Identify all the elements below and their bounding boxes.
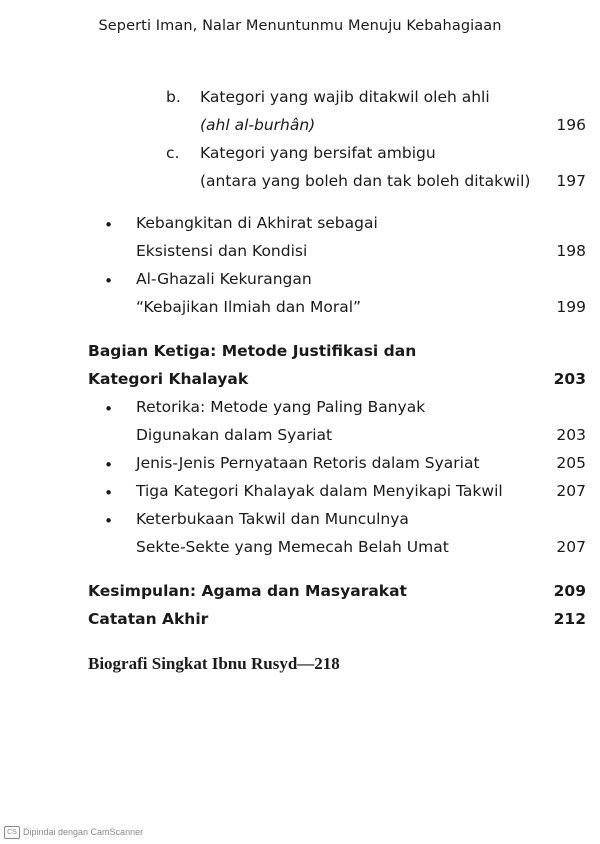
toc-entry-jenis: Jenis-Jenis Pernyataan Retoris dalam Syariat	[136, 454, 480, 472]
toc-page-retorika: 203	[556, 426, 586, 444]
toc-entry-keterbukaan-line2: Sekte-Sekte yang Memecah Belah Umat	[136, 538, 449, 556]
toc-section-kesimpulan: Kesimpulan: Agama dan Masyarakat	[88, 582, 407, 600]
toc-section-biografi: Biografi Singkat Ibnu Rusyd—218	[88, 654, 340, 673]
toc-page-tiga: 207	[556, 482, 586, 500]
toc-page-keterbukaan: 207	[556, 538, 586, 556]
bullet-icon: •	[104, 272, 114, 290]
camscanner-watermark	[4, 826, 143, 839]
bullet-icon: •	[104, 216, 114, 234]
bullet-icon: •	[104, 484, 114, 502]
toc-entry-kebangkitan-line2: Eksistensi dan Kondisi	[136, 242, 308, 260]
toc-section-bagian-ketiga-line2: Kategori Khalayak	[88, 370, 249, 388]
toc-entry-retorika-line1: Retorika: Metode yang Paling Banyak	[136, 398, 426, 416]
toc-page-catatan-akhir: 212	[553, 610, 586, 628]
toc-marker-c: c.	[166, 144, 180, 162]
toc-entry-ghazali-line1: Al-Ghazali Kekurangan	[136, 270, 312, 288]
toc-page-b: 196	[556, 116, 586, 134]
toc-page-kebangkitan: 198	[556, 242, 586, 260]
camscanner-logo-icon: CS	[4, 826, 20, 839]
toc-page-jenis: 205	[556, 454, 586, 472]
bullet-icon: •	[104, 456, 114, 474]
camscanner-text: Dipindai dengan CamScanner	[23, 826, 144, 837]
toc-entry-b-line1: Kategori yang wajib ditakwil oleh ahli	[200, 88, 490, 106]
toc-page-ghazali: 199	[556, 298, 586, 316]
toc-marker-b: b.	[166, 88, 181, 106]
toc-entry-keterbukaan-line1: Keterbukaan Takwil dan Munculnya	[136, 510, 409, 528]
running-header: Seperti Iman, Nalar Menuntunmu Menuju Kebahagiaan	[98, 18, 502, 34]
toc-page-c: 197	[556, 172, 586, 190]
toc-section-bagian-ketiga-line1: Bagian Ketiga: Metode Justifikasi dan	[88, 342, 417, 360]
bullet-icon: •	[104, 512, 114, 530]
toc-entry-c-line1: Kategori yang bersifat ambigu	[200, 144, 436, 162]
toc-page-bagian-ketiga: 203	[553, 370, 586, 388]
toc-entry-b-line2: (ahl al-burhân)	[200, 116, 316, 134]
toc-entry-c-line2: (antara yang boleh dan tak boleh ditakwil)	[200, 172, 531, 190]
toc-page-kesimpulan: 209	[553, 582, 586, 600]
toc-entry-tiga: Tiga Kategori Khalayak dalam Menyikapi Takwil	[136, 482, 503, 500]
bullet-icon: •	[104, 400, 114, 418]
toc-entry-ghazali-line2: “Kebajikan Ilmiah dan Moral”	[136, 298, 362, 316]
toc-entry-retorika-line2: Digunakan dalam Syariat	[136, 426, 333, 444]
toc-entry-kebangkitan-line1: Kebangkitan di Akhirat sebagai	[136, 214, 378, 232]
toc-section-catatan-akhir: Catatan Akhir	[88, 610, 209, 628]
